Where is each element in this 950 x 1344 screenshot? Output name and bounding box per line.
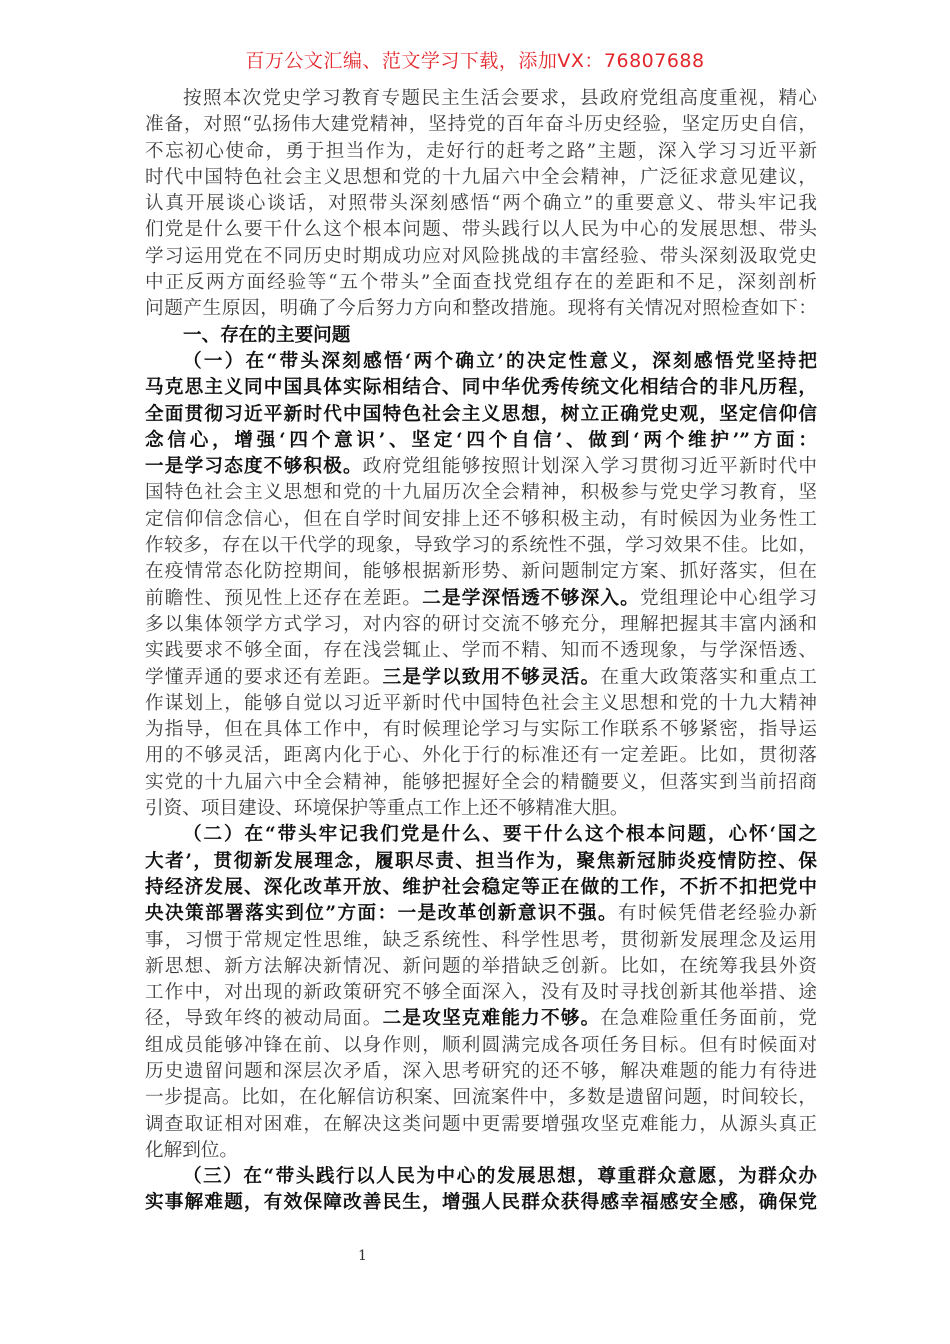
text-line — [145, 638, 817, 664]
body-text: 新思想、新方法解决新情况、新问题的举措缺乏创新。比如，在统筹我县外资 — [145, 955, 817, 977]
page-number: 1 — [358, 1248, 367, 1264]
body-text: 作较多，存在以干代学的现象，导致学习的系统性不强，学习效果不佳。比如， — [145, 535, 817, 557]
text-line — [145, 86, 817, 112]
body-text: 一步提高。比如，在化解信访积案、回流案件中，多数是遗留问题，时间较长， — [145, 1087, 817, 1109]
text-line — [145, 217, 817, 243]
text-line — [145, 428, 817, 454]
bold-text: 持经济发展、深化改革开放、维护社会稳定等正在做的工作，不折不扣把党中 — [145, 876, 817, 898]
header-watermark: 百万公文汇编、范文学习下载，添加VX：76807688 — [245, 50, 705, 72]
text-line — [145, 507, 817, 533]
body-text: 问题产生原因，明确了今后努力方向和整改措施。现将有关情况对照检查如下： — [145, 298, 817, 320]
text-line — [145, 954, 817, 980]
body-text: 事，习惯于常规定性思维，缺乏系统性、科学性思考，贯彻新发展理念及运用 — [145, 929, 817, 951]
body-text: 国特色社会主义思想和党的十九届历次全会精神，积极参与党史学习教育，坚 — [145, 482, 817, 504]
text-line — [145, 402, 817, 428]
bold-text: 二是学深悟透不够深入。 — [422, 587, 640, 609]
text-line — [145, 112, 817, 138]
body-text: 径，导致年终的被动局面。 — [145, 1008, 383, 1030]
bold-text: 一是学习态度不够积极。 — [145, 456, 363, 478]
body-text: 前瞻性、预见性上还存在差距。 — [145, 587, 423, 609]
body-text: 化解到位。 — [145, 1139, 238, 1161]
bold-text: 三是学以致用不够灵活。 — [382, 666, 601, 688]
body-text: 多以集体领学方式学习，对内容的研讨交流不够充分，理解把握其丰富内涵和 — [145, 613, 817, 635]
text-line — [145, 244, 817, 270]
text-line — [145, 375, 817, 401]
body-text: 在重大政策落实和重点工 — [600, 666, 817, 688]
bold-text: （二）在“带头牢记我们党是什么、要干什么这个根本问题，心怀‘国之 — [183, 824, 817, 846]
bold-text: 全面贯彻习近平新时代中国特色社会主义思想，树立正确党史观，坚定信仰信 — [145, 403, 817, 425]
document-body — [145, 86, 817, 1217]
text-line — [145, 822, 817, 848]
text-line — [145, 139, 817, 165]
text-line — [145, 691, 817, 717]
text-line — [145, 743, 817, 769]
body-text: 用的不够灵活，距离内化于心、外化于行的标准还有一定差距。比如，贯彻落 — [145, 745, 817, 767]
text-line — [145, 770, 817, 796]
body-text: 引资、项目建设、环境保护等重点工作上还不够精准大胆。 — [145, 798, 629, 820]
text-line — [145, 928, 817, 954]
text-line — [145, 454, 817, 480]
body-text: 不忘初心使命，勇于担当作为，走好行的赶考之路”主题，深入学习习近平新 — [145, 140, 817, 162]
text-line — [145, 980, 817, 1006]
text-line — [145, 323, 817, 349]
bold-text: 实事解难题，有效保障改善民生，增强人民群众获得感幸福感安全感，确保党 — [145, 1192, 817, 1214]
bold-text: 央决策部署落实到位”方面：一是改革创新意识不强。 — [145, 903, 619, 925]
bold-text: 马克思主义同中国具体实际相结合、同中华优秀传统文化相结合的非凡历程， — [145, 377, 817, 399]
text-line — [145, 1085, 817, 1111]
text-line — [145, 1112, 817, 1138]
bold-text: 一、存在的主要问题 — [183, 324, 351, 346]
body-text: 时代中国特色社会主义思想和党的十九届六中全会精神，广泛征求意见建议， — [145, 166, 817, 188]
body-text: 党组理论中心组学习 — [639, 587, 817, 609]
body-text: 定信仰信念信心，但在自学时间安排上还不够积极主动，有时候因为业务性工 — [145, 508, 817, 530]
text-line — [145, 901, 817, 927]
body-text: 准备，对照“弘扬伟大建党精神，坚持党的百年奋斗历史经验，坚定历史自信， — [145, 114, 817, 136]
body-text: 们党是什么要干什么这个根本问题、带头践行以人民为中心的发展思想、带头 — [145, 219, 817, 241]
text-line — [145, 849, 817, 875]
text-line — [145, 612, 817, 638]
text-line — [145, 480, 817, 506]
text-line — [145, 1059, 817, 1085]
text-line — [145, 191, 817, 217]
body-text: 有时候凭借老经验办新 — [618, 903, 817, 925]
text-line — [145, 296, 817, 322]
body-text: 作谋划上，能够自觉以习近平新时代中国特色社会主义思想和党的十九大精神 — [145, 692, 817, 714]
text-line — [145, 586, 817, 612]
body-text: 中正反两方面经验等“五个带头”全面查找党组存在的差距和不足，深刻剖析 — [145, 272, 817, 294]
body-text: 为指导，但在具体工作中，有时候理论学习与实际工作联系不够紧密，指导运 — [145, 719, 817, 741]
body-text: 认真开展谈心谈话，对照带头深刻感悟“两个确立”的重要意义、带头牢记我 — [145, 193, 817, 215]
body-text: 调查取证相对困难，在解决这类问题中更需要增强攻坚克难能力，从源头真正 — [145, 1113, 817, 1135]
text-line — [145, 796, 817, 822]
text-line — [145, 875, 817, 901]
body-text: 历史遗留问题和深层次矛盾，深入思考研究的还不够，解决难题的能力有待进 — [145, 1060, 817, 1082]
text-line — [145, 1138, 817, 1164]
bold-text: 念信心，增强‘四个意识’、坚定‘四个自信’、做到‘两个维护’”方面： — [145, 429, 817, 451]
body-text: 工作中，对出现的新政策研究不够全面深入，没有及时寻找创新其他举措、途 — [145, 982, 817, 1004]
text-line — [145, 533, 817, 559]
body-text: 在疫情常态化防控期间，能够根据新形势、新问题制定方案、抓好落实，但在 — [145, 561, 817, 583]
body-text: 组成员能够冲锋在前、以身作则，顺利圆满完成各项任务目标。但有时候面对 — [145, 1034, 817, 1056]
body-text: 实践要求不够全面，存在浅尝辄止、学而不精、知而不透现象，与学深悟透、 — [145, 640, 817, 662]
body-text: 按照本次党史学习教育专题民主生活会要求，县政府党组高度重视，精心 — [183, 88, 817, 109]
text-line — [145, 1006, 817, 1032]
text-line — [145, 165, 817, 191]
body-text: 在急难险重任务面前，党 — [600, 1008, 817, 1030]
text-line — [145, 1164, 817, 1190]
text-line — [145, 717, 817, 743]
body-text: 政府党组能够按照计划深入学习贯彻习近平新时代中 — [362, 456, 817, 478]
text-line — [145, 1190, 817, 1216]
text-line — [145, 1033, 817, 1059]
bold-text: 大者’，贯彻新发展理念，履职尽责、担当作为，聚焦新冠肺炎疫情防控、保 — [145, 850, 817, 872]
text-line — [145, 559, 817, 585]
bold-text: （三）在“带头践行以人民为中心的发展思想，尊重群众意愿，为群众办 — [183, 1166, 817, 1188]
body-text: 学懂弄通的要求还有差距。 — [145, 666, 383, 688]
text-line — [145, 270, 817, 296]
bold-text: 二是攻坚克难能力不够。 — [382, 1008, 601, 1030]
text-line — [145, 349, 817, 375]
text-line — [145, 665, 817, 691]
body-text: 实党的十九届六中全会精神，能够把握好全会的精髓要义，但落实到当前招商 — [145, 771, 817, 793]
bold-text: （一）在“带头深刻感悟‘两个确立’的决定性意义，深刻感悟党坚持把 — [183, 350, 817, 372]
body-text: 学习运用党在不同历史时期成功应对风险挑战的丰富经验、带头深刻汲取党史 — [145, 245, 817, 267]
